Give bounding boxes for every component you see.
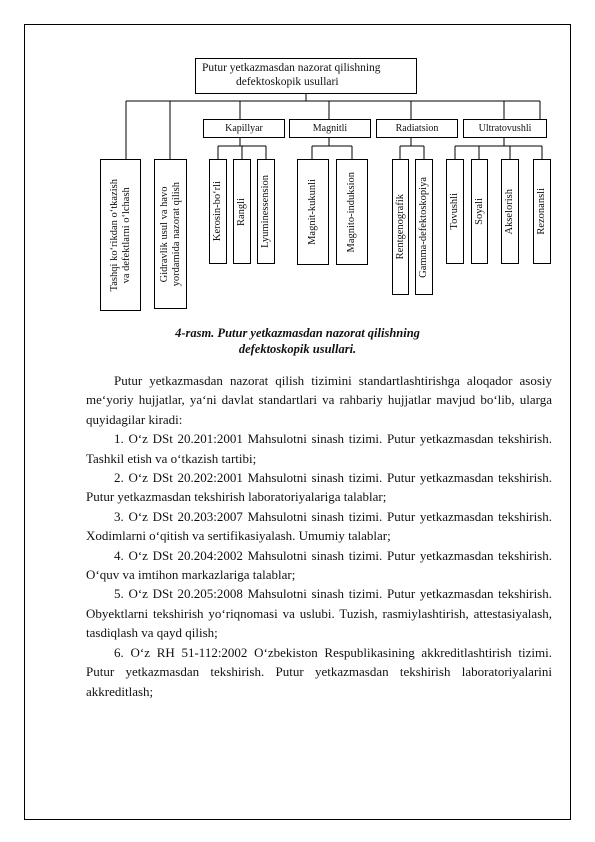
method-soyali xyxy=(471,159,488,264)
method-visual-inspection xyxy=(100,159,141,311)
list-item-3: 3. O‘z DSt 20.203:2007 Mahsulotni sinash tizimi. Putur yetkazmasdan tekshirish. Xodimlarni o‘qitish va sertifikasiyalash. Umumiy talablar; xyxy=(86,508,552,544)
figure-caption-line1: 4-rasm. Putur yetkazmasdan nazorat qilishning xyxy=(175,326,420,340)
group-kapillyar: Kapillyar xyxy=(203,119,285,138)
method-magnit-kukunli xyxy=(297,159,329,265)
method-kerosin-borli-label: Kerosin-bo‘rli xyxy=(212,181,223,242)
list-item-2: 2. O‘z DSt 20.202:2001 Mahsulotni sinash tizimi. Putur yetkazmasdan tekshirish. Putur yetkazmasdan tekshirish laboratoriyalariga talablar; xyxy=(86,470,552,505)
body-text xyxy=(86,371,552,701)
method-lyuminessension xyxy=(257,159,275,264)
method-rezonansli-label: Rezonansli xyxy=(536,188,547,235)
group-magnitli: Magnitli xyxy=(289,119,371,138)
method-magnito-induksion xyxy=(336,159,368,265)
group-radiatsion: Radiatsion xyxy=(376,119,458,138)
figure-caption xyxy=(0,325,595,357)
paragraph-intro: Putur yetkazmasdan nazorat qilish tizimini standartlashtirishga aloqador asosiy me‘yoriy hujjatlar, ya‘ni davlat standartlari va rahbariy hujjatlar mavjud bo‘lib, ularga quyidagilar kiradi: xyxy=(86,373,552,427)
method-visual-inspection-label: Tashqi ko‘rikdan o‘tkazish va defektlarni o‘lchash xyxy=(108,178,132,292)
list-item-4: 4. O‘z DSt 20.204:2002 Mahsulotni sinash tizimi. Putur yetkazmasdan tekshirish. O‘quv va imtihon markazlariga talablar; xyxy=(86,547,552,583)
method-akselorish-label: Akselorish xyxy=(504,188,515,235)
list-item-5: 5. O‘z DSt 20.205:2008 Mahsulotni sinash tizimi. Putur yetkazmasdan tekshirish. Obyektlarni tekshirish yo‘riqnomasi va uslubi. Tuzish, rasmiylashtirish, attestasiyalash, tasdiqlash va qayd qilish; xyxy=(86,586,552,641)
diagram-root-line1: Putur yetkazmasdan nazorat qilishning xyxy=(202,62,381,74)
method-rezonansli xyxy=(533,159,551,264)
list-item-6: 6. O‘z RH 51-112:2002 O‘zbekiston Respublikasining akkreditlashtirish tizimi. Putur yetkazmasdan tekshirish. Putur yetkazmasdan tekshirish laboratoriyalarini akkreditlash; xyxy=(86,644,552,699)
method-hydraulic-air xyxy=(154,159,187,309)
method-kerosin-borli xyxy=(209,159,227,264)
method-gamma-defektoskopiya xyxy=(415,159,433,295)
method-magnit-kukunli-label: Magnit-kukunli xyxy=(307,179,318,245)
method-akselorish xyxy=(501,159,519,264)
method-magnito-induksion-label: Magnito-induksion xyxy=(346,171,357,253)
method-gamma-defektoskopiya-label: Gamma-defektoskopiya xyxy=(418,176,429,278)
method-hydraulic-air-label: Gidravlik usul va havo yordamida nazorat qilish xyxy=(158,181,182,287)
method-rangli-label: Rangli xyxy=(236,197,247,226)
method-soyali-label: Soyali xyxy=(473,198,485,225)
figure-caption-line2: defektoskopik usullari. xyxy=(238,342,357,356)
method-tovushli-label: Tovushli xyxy=(449,193,460,230)
method-lyuminessension-label: Lyuminessension xyxy=(260,175,271,248)
method-rangli xyxy=(233,159,251,264)
list-item-1: 1. O‘z DSt 20.201:2001 Mahsulotni sinash tizimi. Putur yetkazmasdan tekshirish. Tashkil etish va o‘tkazish tartibi; xyxy=(86,431,552,466)
diagram-root-box xyxy=(195,58,417,94)
group-ultratovushli: Ultratovushli xyxy=(463,119,547,138)
method-rentgenografik xyxy=(392,159,409,295)
method-rentgenografik-label: Rentgenografik xyxy=(394,194,406,260)
diagram-root-line2: defektoskopik usullari xyxy=(236,76,339,88)
method-tovushli xyxy=(446,159,464,264)
